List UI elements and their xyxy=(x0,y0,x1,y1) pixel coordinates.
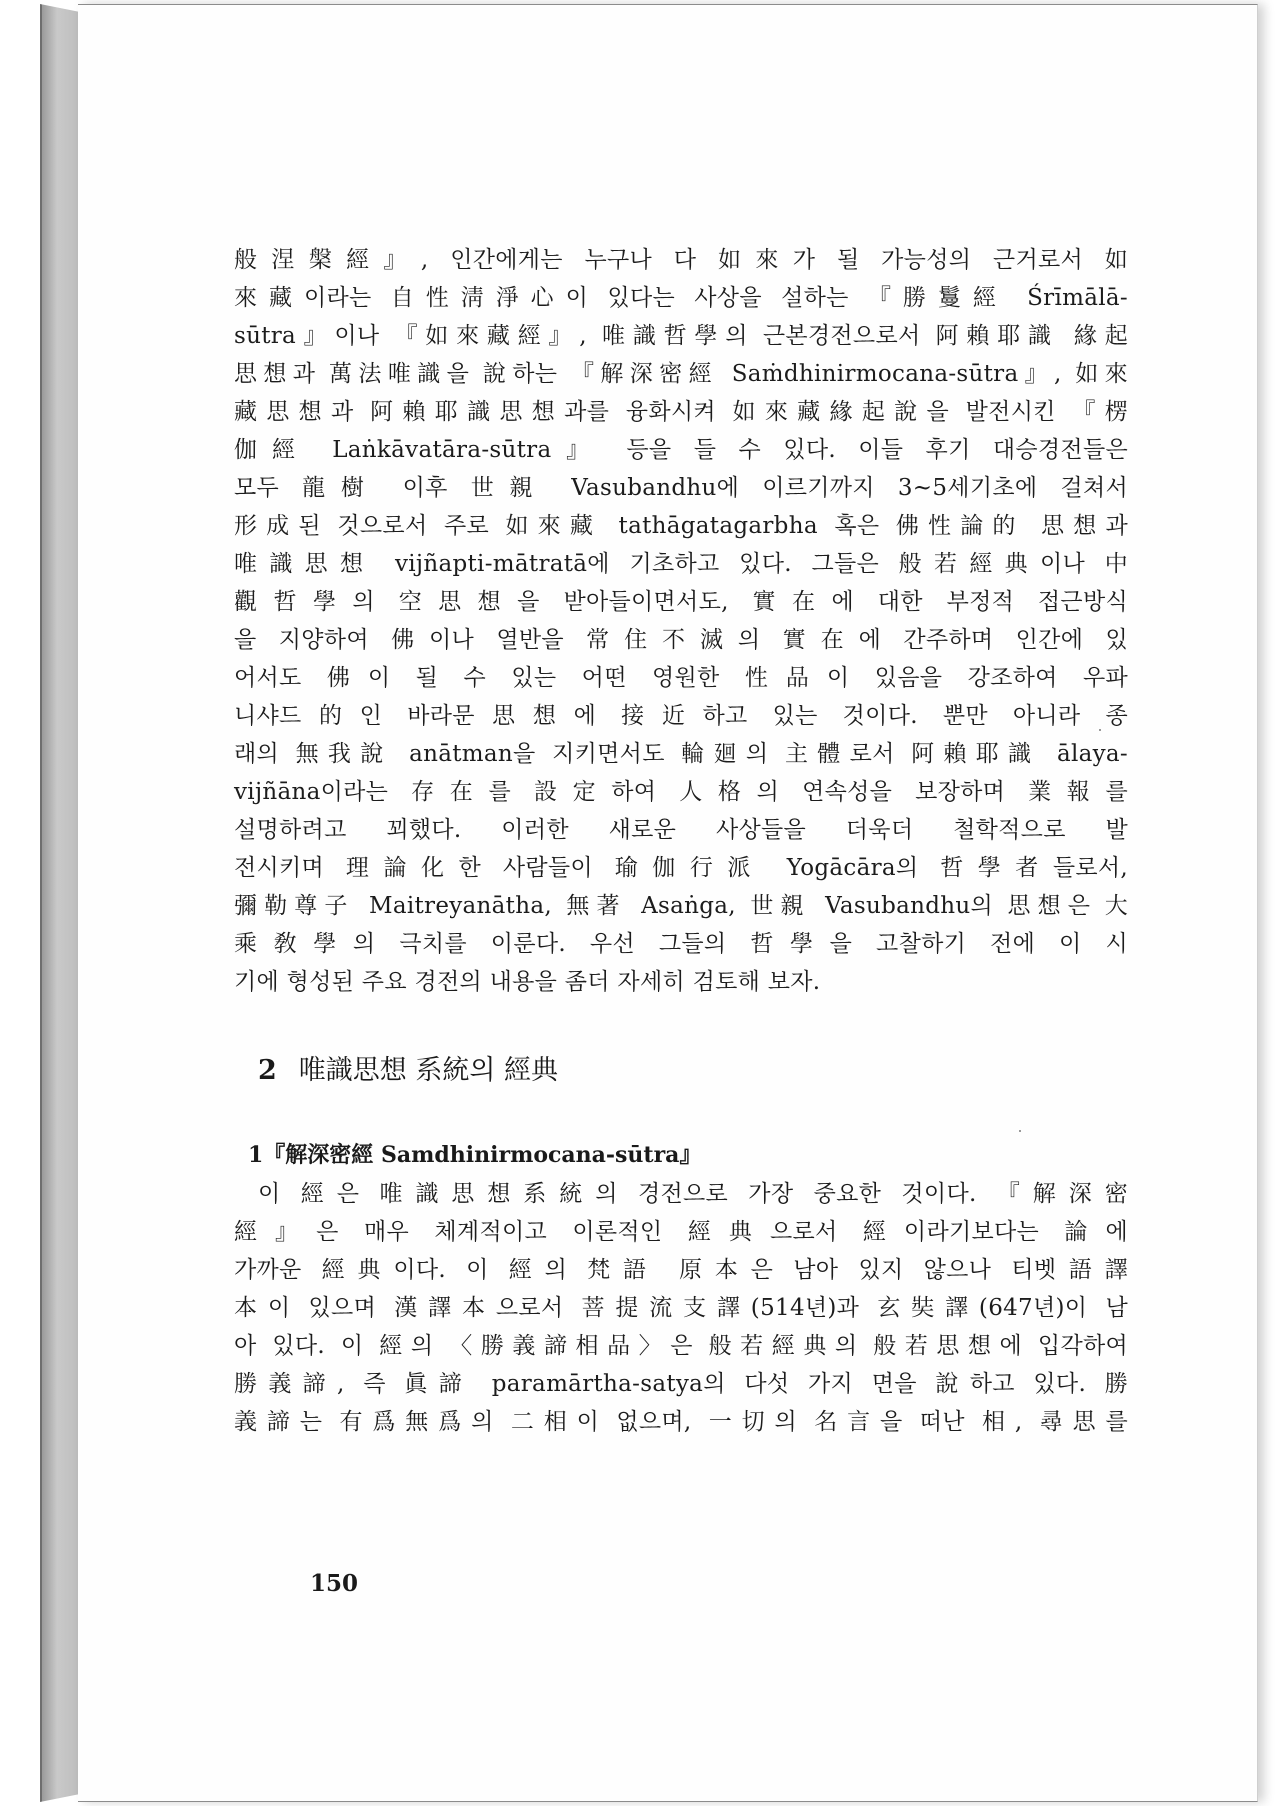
text-line: 乘敎學의 극치를 이룬다. 우선 그들의 哲學을 고찰하기 전에 이 시 xyxy=(234,931,1128,957)
text-line: 伽經 Laṅkāvatāra-sūtra』 등을 들 수 있다. 이들 후기 대승경전들은 xyxy=(234,437,1128,463)
paragraph-top xyxy=(234,241,1128,1001)
text-line: 전시키며 理論化한 사람들이 瑜伽行派 Yogācāra의 哲學者들로서, xyxy=(234,855,1128,881)
text-line: 藏思想과 阿賴耶識思想과를 융화시켜 如來藏緣起說을 발전시킨 『楞 xyxy=(234,399,1128,425)
section-number: 2 xyxy=(258,1055,277,1086)
text-line: 설명하려고 꾀했다. 이러한 새로운 사상들을 더욱더 철학적으로 발 xyxy=(234,817,1128,843)
text-line: 勝義諦, 즉 眞諦 paramārtha-satya의 다섯 가지 면을 說하고 있다. 勝 xyxy=(234,1371,1128,1397)
text-line: vijñāna이라는 存在를 設定하여 人格의 연속성을 보장하며 業報를 xyxy=(234,779,1128,805)
text-line: 思想과 萬法唯識을 說하는 『解深密經 Saṁdhinirmocana-sūtra』, 如來 xyxy=(234,361,1128,387)
text-line: 彌勒尊子 Maitreyanātha, 無著 Asaṅga, 世親 Vasubandhu의 思想은 大 xyxy=(234,893,1128,919)
text-line: sūtra』이나 『如來藏經』, 唯識哲學의 근본경전으로서 阿賴耶識 緣起 xyxy=(234,323,1128,349)
text-line: 가까운 經典이다. 이 經의 梵語 原本은 남아 있지 않으나 티벳語譯 xyxy=(234,1257,1128,1283)
book-page xyxy=(78,4,1258,1802)
text-line: 기에 형성된 주요 경전의 내용을 좀더 자세히 검토해 보자. xyxy=(234,969,821,995)
text-line: 어서도 佛이 될 수 있는 어떤 영원한 性品이 있음을 강조하여 우파 xyxy=(234,665,1128,691)
text-line: 니샤드的인 바라문思想에 接近하고 있는 것이다. 뿐만 아니라 종 xyxy=(234,703,1128,729)
page-number: 150 xyxy=(310,1570,359,1597)
text-line: 般涅槃經』, 인간에게는 누구나 다 如來가 될 가능성의 근거로서 如 xyxy=(234,247,1128,273)
paragraph-bottom xyxy=(234,1175,1128,1441)
page-text-block xyxy=(234,241,1128,1441)
text-line: 義諦는 有爲無爲의 二相이 없으며, 一切의 名言을 떠난 相, 尋思를 xyxy=(234,1409,1128,1435)
text-line: 이 經은 唯識思想系統의 경전으로 가장 중요한 것이다. 『解深密 xyxy=(258,1181,1128,1207)
text-line: 唯識思想 vijñapti-mātratā에 기초하고 있다. 그들은 般若經典이나 中 xyxy=(234,551,1128,577)
section-title: 唯識思想 系統의 經典 xyxy=(298,1055,559,1086)
text-line: 經』은 매우 체계적이고 이론적인 經典으로서 經이라기보다는 論에 xyxy=(234,1219,1128,1245)
text-line: 을 지양하여 佛이나 열반을 常住不滅의 實在에 간주하며 인간에 있 xyxy=(234,627,1128,653)
text-line: 觀哲學의 空思想을 받아들이면서도, 實在에 대한 부정적 접근방식 xyxy=(234,589,1128,615)
subsection-heading: 1『解深密經 Samdhinirmocana-sūtra』 xyxy=(248,1142,702,1168)
text-line: 本이 있으며 漢譯本으로서 菩提流支譯(514년)과 玄奘譯(647년)이 남 xyxy=(234,1295,1128,1321)
text-line: 來藏이라는 自性淸淨心이 있다는 사상을 설하는 『勝鬘經 Śrīmālā- xyxy=(234,285,1128,311)
text-line: 形成된 것으로서 주로 如來藏 tathāgatagarbha 혹은 佛性論的 思想과 xyxy=(234,513,1128,539)
section-heading xyxy=(258,1051,1128,1091)
text-line: 아 있다. 이 經의 〈勝義諦相品〉은 般若經典의 般若思想에 입각하여 xyxy=(234,1333,1128,1359)
text-line: 래의 無我說 anātman을 지키면서도 輪廻의 主體로서 阿賴耶識 ālaya- xyxy=(234,741,1128,767)
text-line: 모두 龍樹 이후 世親 Vasubandhu에 이르기까지 3~5세기초에 걸쳐서 xyxy=(234,475,1128,501)
book-spine-edge xyxy=(40,4,80,1802)
